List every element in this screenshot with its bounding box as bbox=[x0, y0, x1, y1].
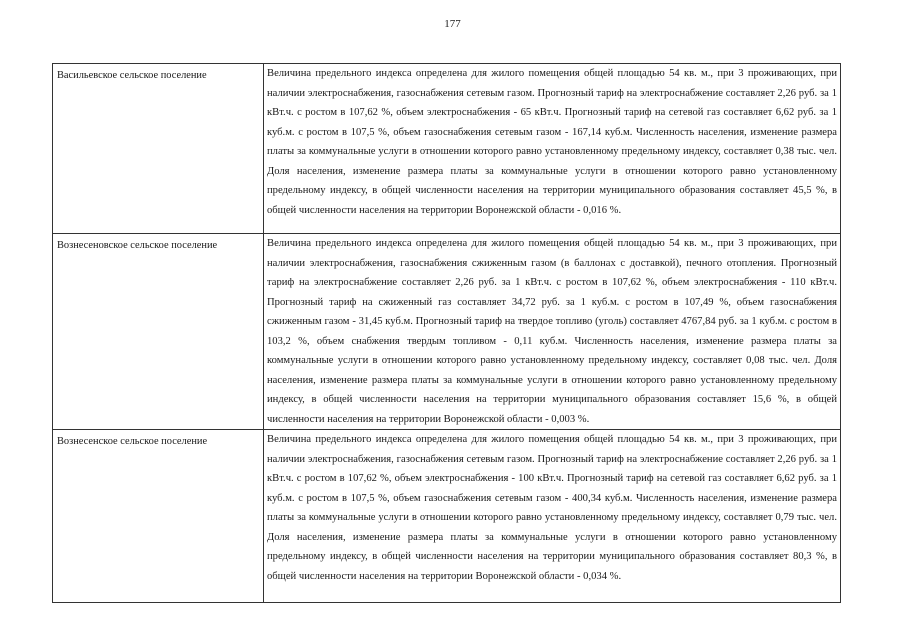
table-row bbox=[53, 64, 841, 234]
table-row bbox=[53, 430, 841, 603]
index-description-cell: Величина предельного индекса определена для жилого помещения общей площадью 54 кв. м., при 3 проживающих, при наличии электроснабжения, газоснабжения сетевым газом. Прогнозный тариф на электроснабжение составляет 2,26 руб. за 1 кВт.ч. с ростом в 107,62 %, объем электроснабжения - 100 кВт.ч. Прогнозный тариф на сетевой газ составляет 6,62 руб. за 1 куб.м. с ростом в 107,5 %, объем газоснабжения сетевым газом - 400,34 куб.м. Численность населения, изменение размера платы за коммунальные услуги в отношении которого равно установленному предельному индексу, составляет 0,79 тыс. чел. Доля населения, изменение размера платы за коммунальные услуги в отношении которого равно установленному предельному индексу, в общей численности населения на территории муниципального образования составляет 80,3 %, в общей численности населения на территории Воронежской области - 0,034 %. bbox=[264, 430, 841, 603]
settlement-name-cell: Васильевское сельское поселение bbox=[53, 64, 264, 234]
index-description-cell: Величина предельного индекса определена для жилого помещения общей площадью 54 кв. м., при 3 проживающих, при наличии электроснабжения, газоснабжения сетевым газом. Прогнозный тариф на электроснабжение составляет 2,26 руб. за 1 кВт.ч. с ростом в 107,62 %, объем электроснабжения - 65 кВт.ч. Прогнозный тариф на сетевой газ составляет 6,62 руб. за 1 куб.м. с ростом в 107,5 %, объем газоснабжения сетевым газом - 167,14 куб.м. Численность населения, изменение размера платы за коммунальные услуги в отношении которого равно установленному предельному индексу, составляет 0,38 тыс. чел. Доля населения, изменение размера платы за коммунальные услуги в отношении которого равно установленному предельному индексу, в общей численности населения на территории муниципального образования составляет 45,5 %, в общей численности населения на территории Воронежской области - 0,016 %. bbox=[264, 64, 841, 234]
index-description-cell: Величина предельного индекса определена для жилого помещения общей площадью 54 кв. м., при 3 проживающих, при наличии электроснабжения, газоснабжения сжиженным газом (в баллонах с доставкой), печного отопления. Прогнозный тариф на электроснабжение составляет 2,26 руб. за 1 кВт.ч. с ростом в 107,62 %, объем электроснабжения - 110 кВт.ч. Прогнозный тариф на сжиженный газ составляет 34,72 руб. за 1 куб.м. с ростом в 107,49 %, объем газоснабжения сжиженным газом - 31,45 куб.м. Прогнозный тариф на твердое топливо (уголь) составляет 4767,84 руб. за 1 куб.м. с ростом в 103,2 %, объем снабжения твердым топливом - 0,11 куб.м. Численность населения, изменение размера платы за коммунальные услуги в отношении которого равно установленному предельному индексу, составляет 0,08 тыс. чел. Доля населения, изменение размера платы за коммунальные услуги в отношении которого равно установленному предельному индексу, в общей численности населения на территории муниципального образования составляет 15,6 %, в общей численности населения на территории Воронежской области - 0,003 %. bbox=[264, 234, 841, 430]
settlement-name-cell: Вознесенское сельское поселение bbox=[53, 430, 264, 603]
table-row bbox=[53, 234, 841, 430]
tariff-index-table bbox=[52, 63, 841, 603]
settlement-name-cell: Вознесеновское сельское поселение bbox=[53, 234, 264, 430]
page-number: 177 bbox=[444, 18, 461, 30]
